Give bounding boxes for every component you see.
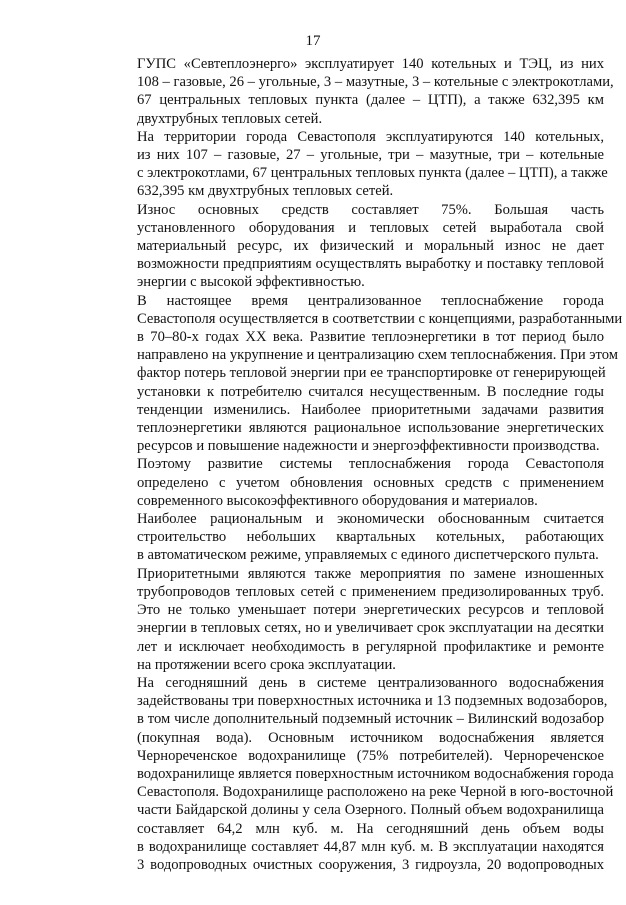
body-text (104, 55, 623, 874)
text-line: в том числе дополнительный подземный источник – Вилинский водозабор (137, 711, 604, 728)
paragraph (104, 292, 623, 456)
paragraph (104, 128, 608, 201)
text-line: из них 107 – газовые, 27 – угольные, три – мазутные, три – котельные (137, 147, 604, 164)
text-line: Чернореченское водохранилище (75% потребителей). Чернореченское (137, 747, 604, 764)
text-line: (покупная вода). Основным источником водоснабжения является (137, 729, 604, 746)
text-line: энергии в тепловых сетях, но и увеличивает срок эксплуатации на десятки (137, 620, 604, 637)
text-line: двухтрубных тепловых сетей. (137, 110, 323, 127)
page-number: 17 (305, 33, 321, 49)
text-line: задействованы три поверхностных источника и 13 подземных водозаборов, (137, 693, 608, 710)
text-line: Поэтому развитие системы теплоснабжения города Севастополя (137, 456, 604, 473)
text-line: строительство небольших квартальных котельных, работающих (137, 529, 604, 546)
text-line: энергии с высокой эффективностью. (137, 274, 365, 291)
paragraph (104, 674, 614, 874)
text-line: определено с учетом обновления основных средств с применением (137, 474, 604, 491)
paragraph (104, 201, 604, 292)
text-line: ГУПС «Севтеплоэнерго» эксплуатирует 140 котельных и ТЭЦ, из них (137, 56, 604, 72)
text-line: Это не только уменьшает потери энергетических ресурсов и тепловой (137, 602, 604, 619)
text-line: возможности предприятиям осуществлять выработку и поставку тепловой (137, 256, 604, 273)
text-line: составляет 64,2 млн куб. м. На сегодняшний день объем воды (137, 820, 604, 837)
text-line: трубопроводов тепловых сетей с применением предизолированных труб. (137, 583, 604, 600)
paragraph (104, 565, 604, 674)
text-line: Севастополя осуществляется в соответствии с концепциями, разработанными (137, 310, 623, 327)
text-line: 67 центральных тепловых пункта (далее – ЦТП), а также 632,395 км (137, 92, 604, 109)
paragraph (104, 55, 614, 128)
text-line: с электрокотлами, 67 центральных тепловых пункта (далее – ЦТП), а также (137, 165, 608, 182)
text-line: теплоэнергетики являются рациональное использование энергетических (137, 420, 604, 437)
text-line: Наиболее рациональным и экономически обоснованным считается (137, 511, 604, 528)
text-line: направлено на укрупнение и централизацию схем теплоснабжения. При этом (137, 347, 618, 364)
text-line: Приоритетными являются также мероприятия по замене изношенных (137, 565, 604, 582)
text-line: в водохранилище составляет 44,87 млн куб. м. В эксплуатации находятся (137, 838, 604, 855)
text-line: в 70–80-х годах XX века. Развитие теплоэнергетики в тот период было (137, 329, 604, 346)
paragraph (104, 510, 604, 565)
text-line: фактор потерь тепловой энергии при ее транспортировке от генерирующей (137, 365, 606, 382)
paragraph (104, 455, 604, 510)
text-line: 632,395 км двухтрубных тепловых сетей. (137, 183, 394, 200)
text-line: установки к потребителю считался несущественным. В последние годы (137, 383, 604, 400)
text-line: водохранилище является поверхностным источником водоснабжения города (137, 765, 614, 782)
text-line: 3 водопроводных очистных сооружения, 3 гидроузла, 20 водопроводных (137, 856, 604, 873)
text-line: На сегодняшний день в системе централизованного водоснабжения (137, 674, 604, 691)
text-line: установленного оборудования и тепловых сетей выработала свой (137, 219, 604, 236)
text-line: части Байдарской долины у села Озерного. Полный объем водохранилища (137, 802, 604, 819)
text-line: материальный ресурс, их физический и моральный износ не дает (137, 238, 604, 255)
text-line: в автоматическом режиме, управляемых с единого диспетчерского пульта. (137, 547, 599, 564)
text-line: современного высокоэффективного оборудования и материалов. (137, 492, 538, 509)
text-line: Севастополя. Водохранилище расположено на реке Черной в юго-восточной (137, 784, 614, 801)
text-line: 108 – газовые, 26 – угольные, 3 – мазутные, 3 – котельные с электрокотлами, (137, 74, 614, 91)
text-line: В настоящее время централизованное теплоснабжение города (137, 292, 604, 309)
text-line: Износ основных средств составляет 75%. Большая часть (137, 201, 604, 218)
text-line: На территории города Севастополя эксплуатируются 140 котельных, (137, 128, 604, 145)
text-line: ресурсов и повышение надежности и энергоэффективности производства. (137, 438, 600, 455)
text-line: лет и исключает необходимость в регулярной профилактике и ремонте (137, 638, 604, 655)
text-line: на протяжении всего срока эксплуатации. (137, 656, 396, 673)
text-line: тенденции изменились. Наиболее приоритетными задачами развития (137, 401, 604, 418)
